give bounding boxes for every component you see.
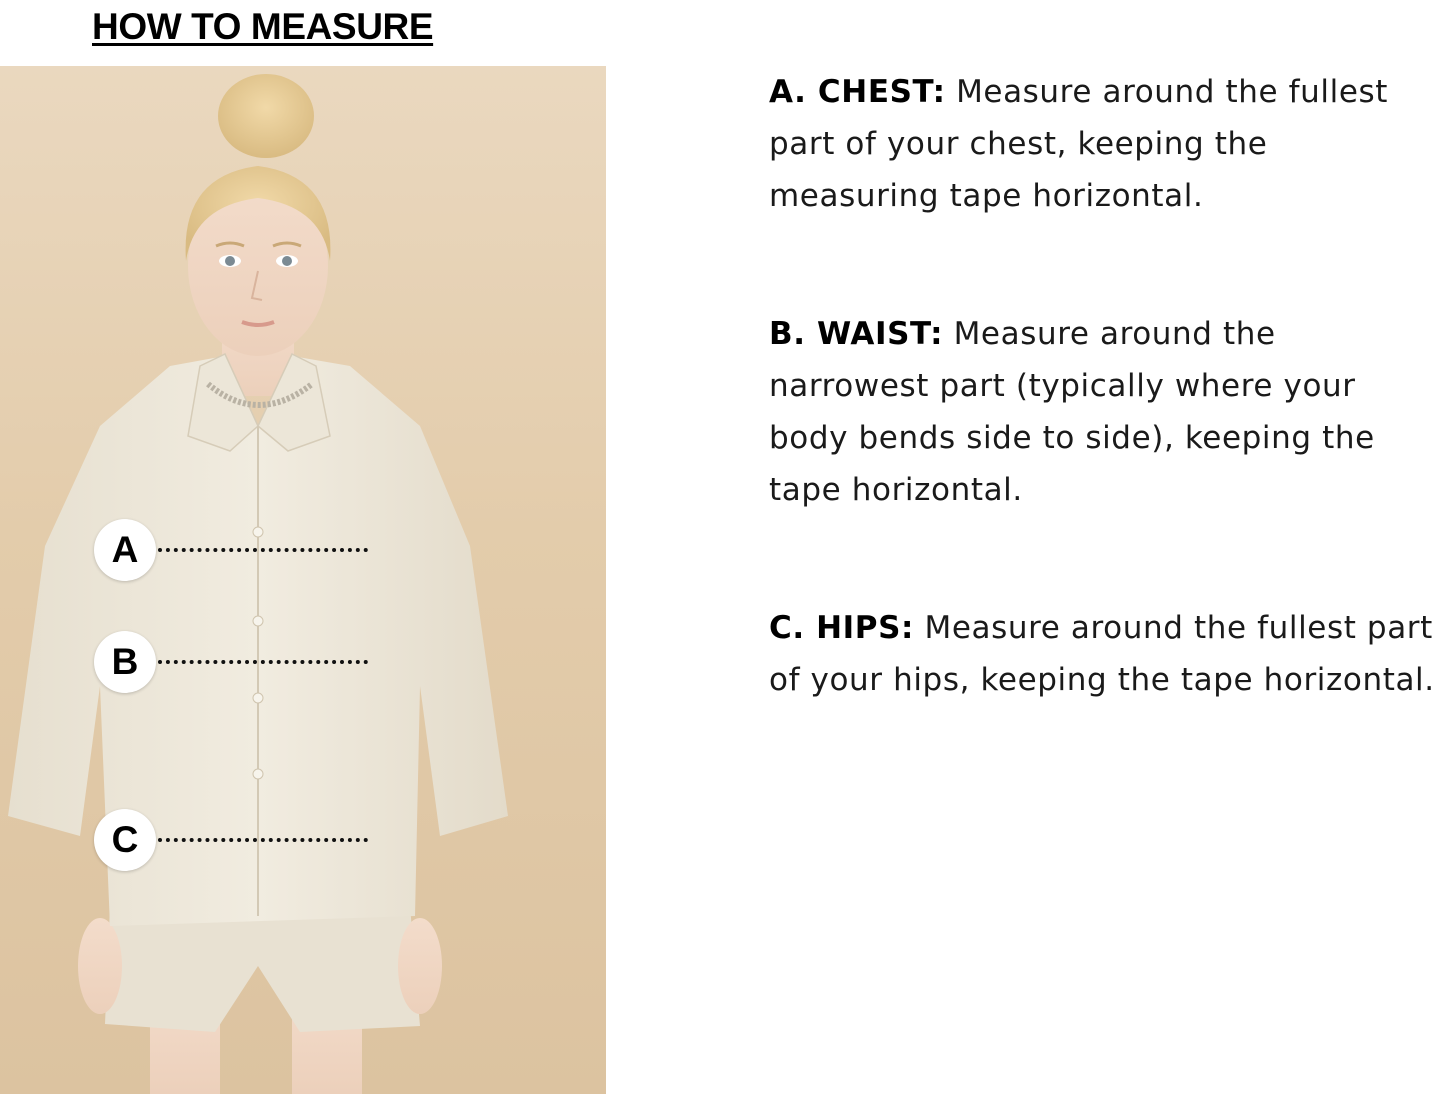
marker-b: B <box>94 631 156 693</box>
instruction-hips-text: Measure around the fullest part of your hips, keeping the tape horizontal. <box>769 610 1435 698</box>
model-illustration <box>0 66 606 1094</box>
instruction-hips <box>769 602 1441 706</box>
model-photo <box>0 66 606 1094</box>
hips-measure-line <box>158 838 368 842</box>
instruction-waist-label: B. WAIST: <box>769 316 944 352</box>
waist-measure-line <box>158 660 368 664</box>
instruction-chest-label: A. CHEST: <box>769 74 946 110</box>
marker-c: C <box>94 809 156 871</box>
page-title: HOW TO MEASURE <box>92 6 434 47</box>
instruction-chest-text: Measure around the fullest part of your chest, keeping the measuring tape horizontal. <box>769 74 1389 214</box>
marker-a: A <box>94 519 156 581</box>
instruction-waist-text: Measure around the narrowest part (typically where your body bends side to side), keeping the tape horizontal. <box>769 316 1375 508</box>
instruction-hips-label: C. HIPS: <box>769 610 915 646</box>
instruction-waist <box>769 308 1441 516</box>
chest-measure-line <box>158 548 368 552</box>
instruction-chest <box>769 66 1441 222</box>
